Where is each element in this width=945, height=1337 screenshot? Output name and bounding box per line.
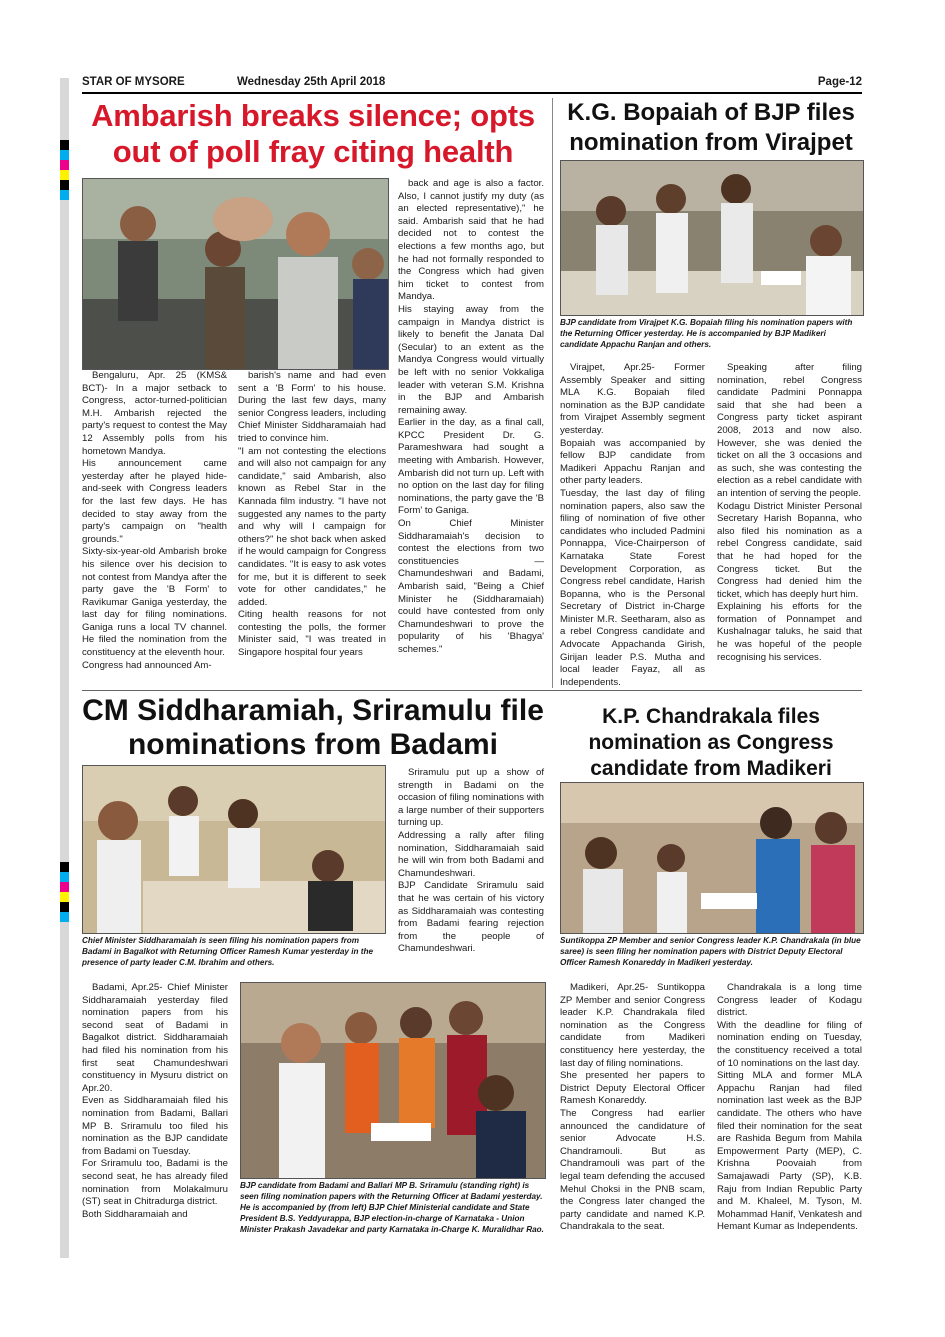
sriramulu-photo-icon <box>241 983 545 1178</box>
story4-col2-text: Chandrakala is a long time Congress leader of Kodagu district. With the deadline for filing of nomination ending on Tuesday, the constituency received a total of 10 nominations on the last day. Sitting MLA and former MLA Appachu Ranjan had filed nomination last week as the BJP candidate. The others who have filed their nomination for the seat are Rashida Begum from Mahila Empowerment Party (MEP), C. Krishna Poovaiah from Samajawadi Party (SP), K.B. Raju from Indian Republic Party and M. Khaleel, M. Tyson, M. Mohammad Hanif, Venkatesh and Hemant Kumar as Independents. <box>717 982 862 1233</box>
registration-marks-bottom <box>60 862 69 922</box>
story3-side-text: Sriramulu put up a show of strength in Badami on the occasion of filing nominations with a large number of their supporters turning up. Addressing a rally after filing nomination, Siddharamaiah said he will win from both Badami and Chamundeshwari. BJP Candidate Sriramulu said that he was certain of his victory as Siddharamaiah was contesting from Badami fearing rejection from the people of Chamundeshwari. <box>398 767 544 955</box>
story4-caption: Suntikoppa ZP Member and senior Congress leader K.P. Chandrakala (in blue saree) is seen filing her nomination papers with District Deputy Electoral Officer Ramesh Konareddy in Madikeri yesterday. <box>560 936 861 967</box>
story4-col1-text: Madikeri, Apr.25- Suntikoppa ZP Member and senior Congress leader K.P. Chandrakala filed nomination as the Congress candidate from Madikeri constituency here yesterday, the last day of filing nominations. She presented her papers to District Deputy Electoral Officer Ramesh Konareddy. The Congress had earlier announced the candidature of senior Advocate H.S. Chandramouli. But as Chandramouli was part of the legal team defending the accused Mehul Choksi in the PNB scam, the Congress later changed the party candidate and named K.P. Chandrakala to the seat. <box>560 982 705 1233</box>
margin-bar <box>60 78 69 1258</box>
page-number: Page-12 <box>817 76 862 88</box>
nomination-photo-icon <box>561 161 863 315</box>
story1-headline: Ambarish breaks silence; opts out of poll fray citing health <box>91 98 535 169</box>
crowd-photo-icon <box>83 179 388 369</box>
story3-caption1: Chief Minister Siddharamaiah is seen filing his nomination papers from Badami in Bagalkot with Returning Officer Ramesh Kumar yesterday in the presence of party leader C.M. Ibrahim and others. <box>82 936 374 967</box>
story3-headline: CM Siddharamiah, Sriramulu file nominations from Badami <box>82 694 544 761</box>
masthead-rule <box>82 92 862 94</box>
story2-column1 <box>560 362 705 689</box>
story3-caption2: BJP candidate from Badami and Ballari MP B. Sriramulu (standing right) is seen filing nomination papers with the Returning Officer at Badami yesterday. He is accompanied by (from left) BJP Chief Ministerial candidate and State President B.S. Yeddyurappa, BJP election-in-charge of Karnataka - Union Minister Prakash Javadekar and party Karnataka in-Charge K. Muralidhar Rao. <box>240 1181 544 1234</box>
story1-col1-text: Bengaluru, Apr. 25 (KMS& BCT)- In a major setback to Congress, actor-turned-politician M.H. Ambarish rejected the party's request to contest the May 12 Assembly polls from his hometown Mandya. His announcement came yesterday after he played hide-and-seek with Congress leaders for the last few days. He has decided to stay away from the party's campaign on "health grounds." Sixty-six-year-old Ambarish broke his silence over his decision to not contest from Mandya after the party gave the 'B Form' to Ravikumar Ganiga yesterday, the last day for filing nominations. Ganiga runs a local TV channel. He filed the nomination from the constituency at the eleventh hour. Congress had announced Am- <box>82 370 227 671</box>
story4-photo <box>560 782 864 934</box>
story3-photo1 <box>82 765 386 934</box>
story1-col3-text: back and age is also a factor. Also, I cannot justify my duty (as an elected representative)," he said. Ambarish said that he had decided not to contest the elections a few months ago, but he had not formally responded to the Congress which had given him ticket to contest from Mandya. His staying away from the campaign in Mandya district is likely to benefit the Janata Dal (Secular) to an extent as the Mandya Congress would virtually be left with no senior Vokkaliga leader with veteran S.M. Krishna in the BJP and Ambarish remaining away. Earlier in the day, as a final call, KPCC President Dr. G. Parameshwara had sought a meeting with Ambarish. However, Ambarish did not turn up. Left with no option on the last day for filing nominations, the party gave the 'B Form' to Ganiga. On Chief Minister Siddharamaiah's decision to contest the elections from two constituencies — Chamundeshwari and Badami, Ambarish said, "Being a Chief Minister he (Siddharamaiah) could have contested from only Chamundeshwari to prove the popularity of his 'Bhagya' schemes." <box>398 178 544 655</box>
story4-headline: K.P. Chandrakala files nomination as Congress candidate from Madikeri <box>588 705 834 780</box>
story2-headline: K.G. Bopaiah of BJP files nomination from Virajpet <box>567 99 855 156</box>
story1-column1 <box>82 370 227 672</box>
story2-photo <box>560 160 864 316</box>
story2-column2 <box>717 362 862 664</box>
story1-column3 <box>398 178 544 657</box>
story1-column2 <box>238 370 386 660</box>
paper-name: STAR OF MYSORE <box>82 76 185 88</box>
story4-column1 <box>560 982 705 1234</box>
story3-sidecolumn <box>398 767 544 956</box>
story3-photo2 <box>240 982 546 1179</box>
story3-col1-text: Badami, Apr.25- Chief Minister Siddharamaiah yesterday filed nomination papers from his second seat of Badami in Bagalkot district. Siddharamaiah had filed his nomination from his first seat Chamundeshwari constituency in Mysuru district on Apr.20. Even as Siddharamaiah filed his nomination from Badami, Ballari MP B. Sriramulu too filed his nomination as the BJP candidate from Badami on Tuesday. For Sriramulu too, Badami is the second seat, he has already filed nomination from Molakalmuru (ST) seat in Chitradurga district. Both Siddharamaiah and <box>82 982 228 1220</box>
masthead <box>82 74 862 92</box>
siddharamaiah-photo-icon <box>83 766 385 933</box>
chandrakala-photo-icon <box>561 783 863 933</box>
story2-caption: BJP candidate from Virajpet K.G. Bopaiah filing his nomination papers with the Returning Officer yesterday. He is accompanied by BJP Madikeri candidate Appachu Ranjan and others. <box>560 318 853 349</box>
story3-column1 <box>82 982 228 1221</box>
story1-photo <box>82 178 389 370</box>
section-divider <box>82 690 862 691</box>
story4-column2 <box>717 982 862 1234</box>
column-divider <box>552 98 553 688</box>
story2-col2-text: Speaking after filing nomination, rebel Congress candidate Padmini Ponnappa said that she had been a Congress party ticket aspirant 2008, 2013 and now also. However, she was denied the ticket on all the 3 occasions and as such, she was contesting the election as a rebel candidate with an intention of serving the people. Kodagu District Minister Personal Secretary Harish Bopanna, who also filed his nomination as a rebel Congress candidate, said that he had hoped for the Congress ticket. But the Congress had denied him the ticket, which has deeply hurt him. Explaining his efforts for the formation of Ponnampet and Kushalnagar taluks, he said that he was hopeful of the people recognising his services. <box>717 362 862 663</box>
story2-col1-text: Virajpet, Apr.25- Former Assembly Speaker and sitting MLA K.G. Bopaiah filed nomination as the BJP candidate from Virajpet Assembly segment yesterday. Bopaiah was accompanied by fellow BJP candidate from Madikeri Appachu Ranjan and other party leaders. Tuesday, the last day of filing nomination papers, also saw the filing of nomination of five other candidates who included Padmini Ponnappa, Vice-Chairperson of Karnataka State Forest Development Corporation, as Congress rebel candidate, Harish Bopanna, who is the Personal Secretary of District in-Charge Minister M.R. Seetharam, also as a rebel Congress candidate and Advocate Appachanda Girish, Girijan leader P.S. Mutha and local leader Fayaz, all as Independents. <box>560 362 705 688</box>
issue-date: Wednesday 25th April 2018 <box>237 76 386 88</box>
story1-col2-text: barish's name and had even sent a 'B Form' to his house. During the last few days, many senior Congress leaders, including Chief Minister Siddharamaiah had tried to convince him. "I am not contesting the elections and will also not campaign for any candidate," said Ambarish, also known as Rebel Star in the Kannada film industry. "I have not suggested any names to the party and why will I campaign for others?" he shot back when asked if he would campaign for Congress candidates. "It is easy to ask votes for me, but it is different to seek vote for other candidates," he added. Citing health reasons for not contesting the polls, the former Minister said, "I was treated in Singapore hospital four years <box>238 370 386 659</box>
registration-marks-top <box>60 140 69 200</box>
